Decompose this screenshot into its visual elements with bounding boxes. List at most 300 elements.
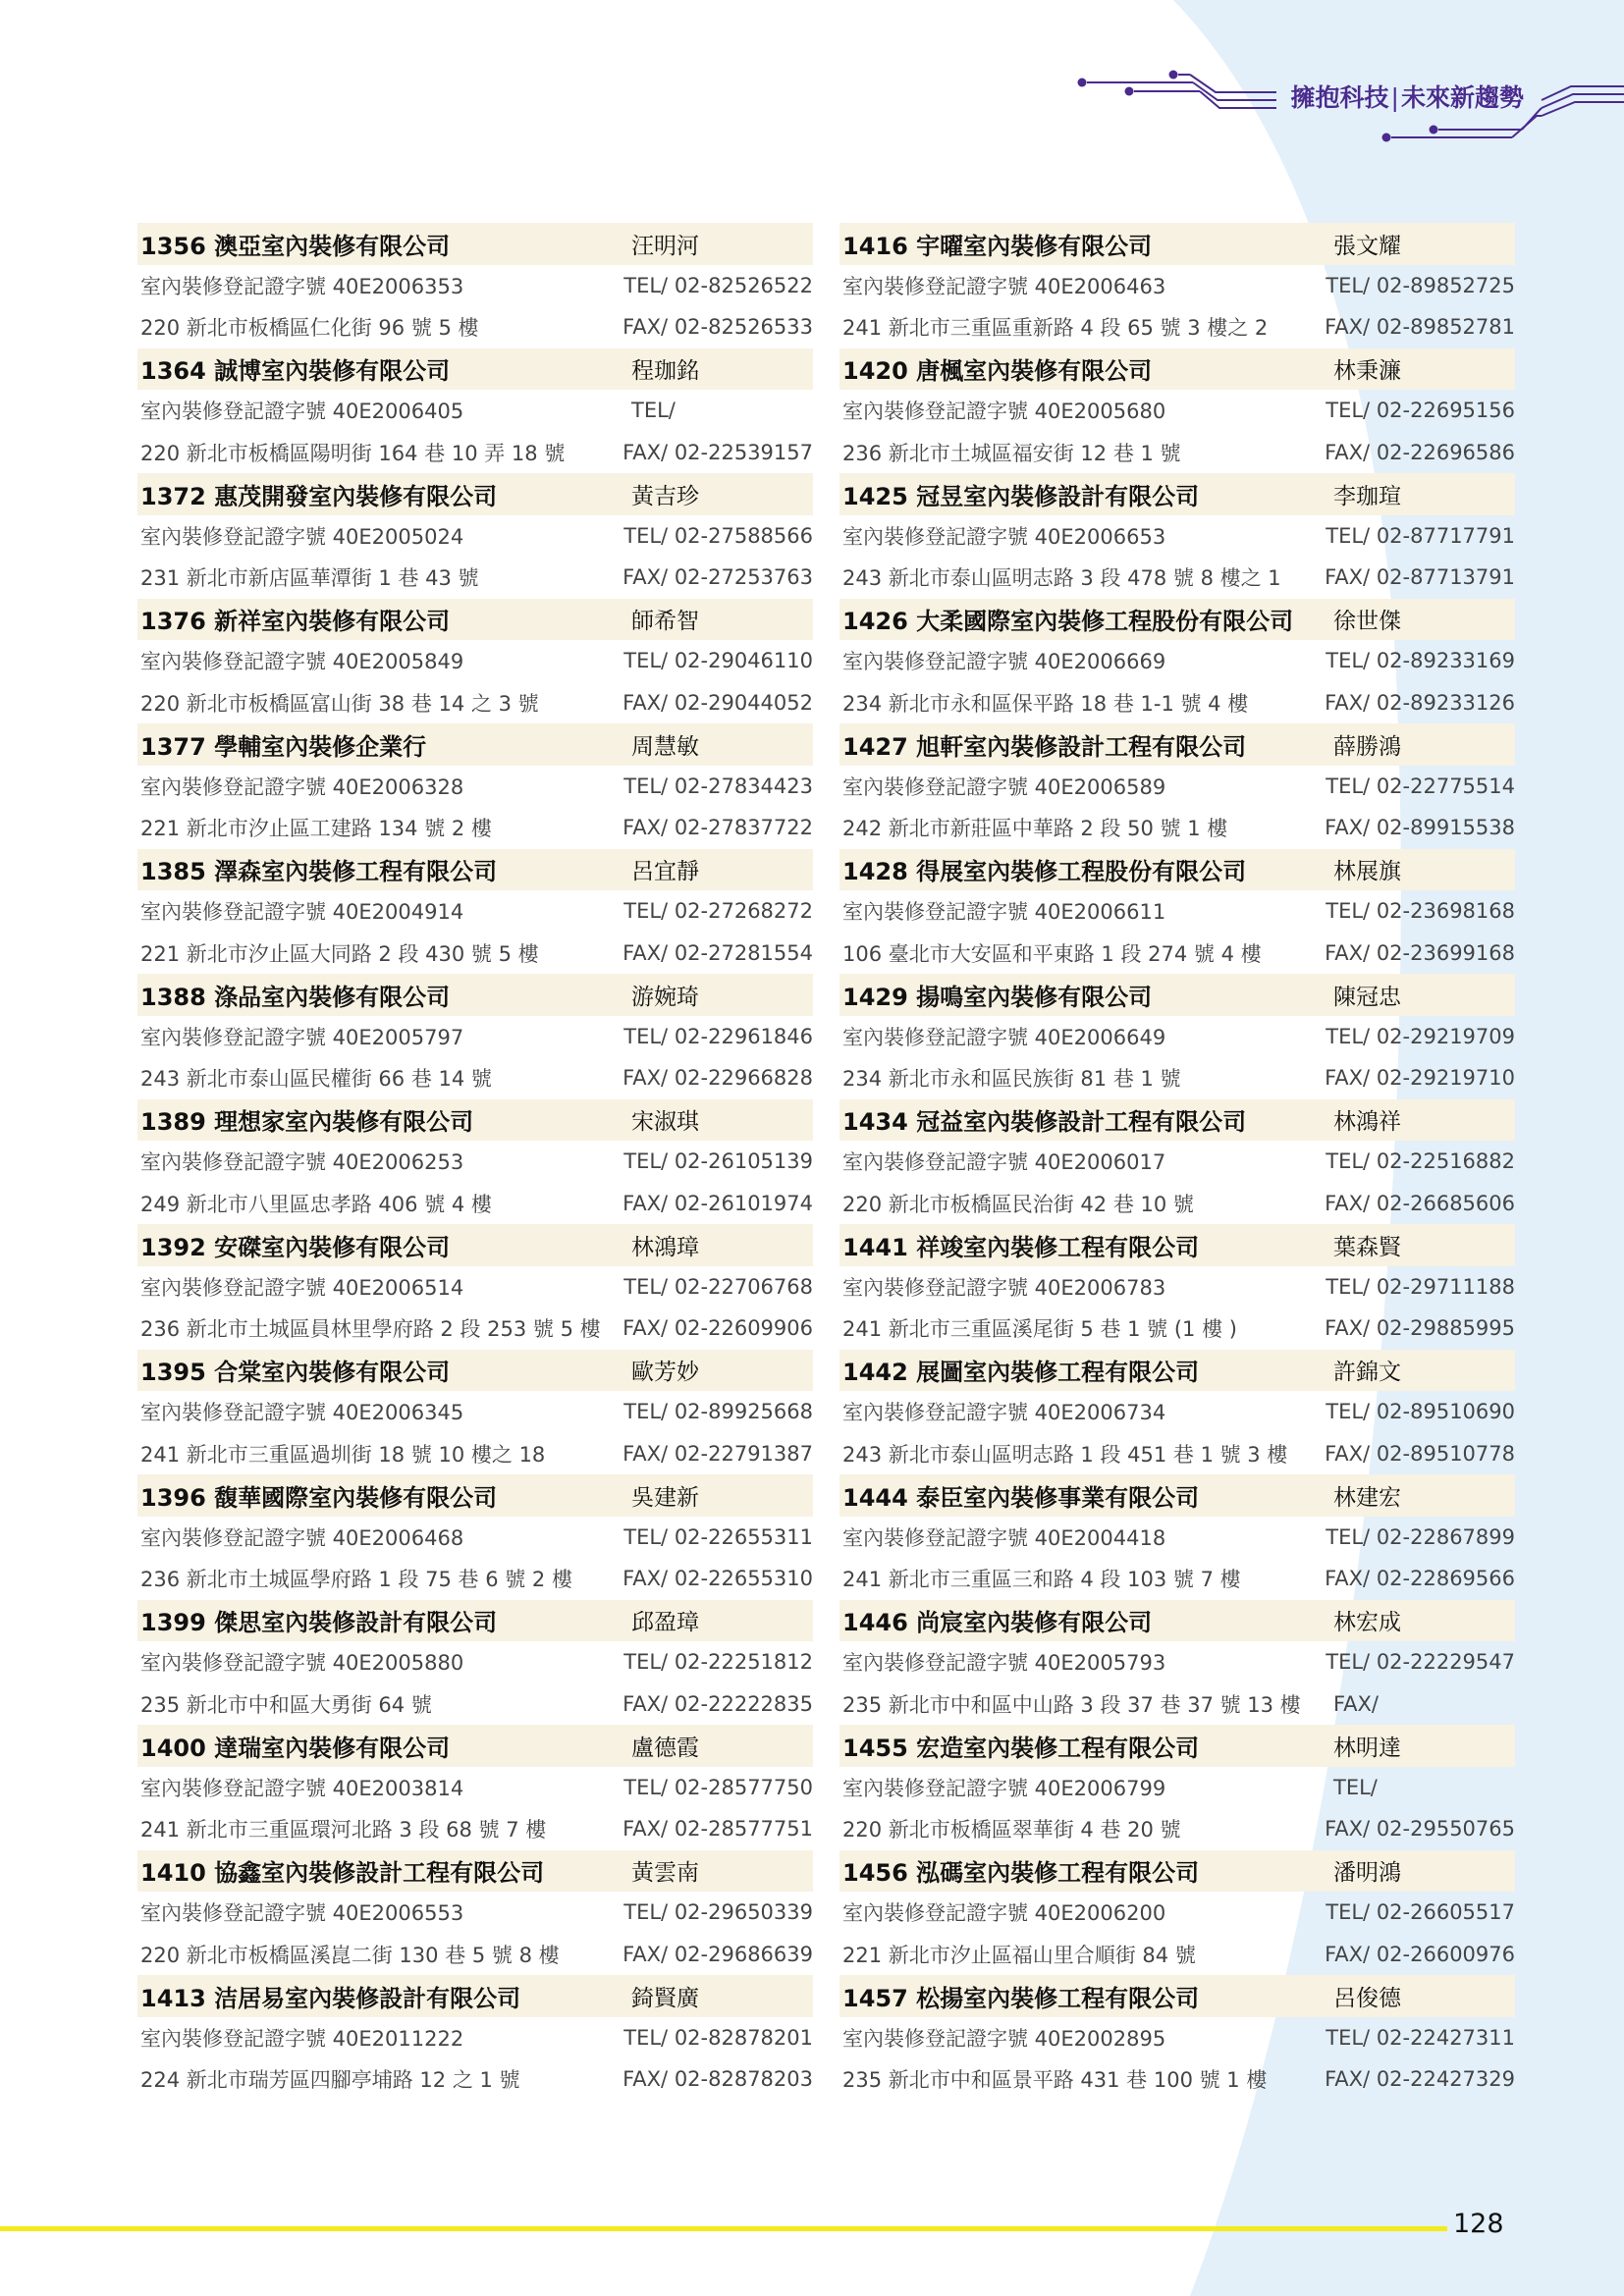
fax-field [1325, 941, 1515, 965]
registration-number: 室內裝修登記證字號 40E2005797 [140, 1025, 464, 1049]
company-address: 220 新北市板橋區陽明街 164 巷 10 弄 18 號 [140, 441, 566, 465]
company-name-row [839, 1600, 1515, 1642]
company-no-name [137, 1979, 631, 2013]
fax-value: 02-27837722 [674, 816, 813, 840]
tel-value: 02-82878201 [674, 2025, 813, 2050]
address-row [839, 807, 1515, 849]
company-name: 泰臣室內裝修事業有限公司 [916, 1483, 1200, 1512]
company-name: 協鑫室內裝修設計工程有限公司 [214, 1859, 545, 1888]
tel-value: 02-22251812 [674, 1650, 813, 1675]
fax-label: FAX/ [623, 690, 675, 715]
tel-value: 02-27588566 [674, 523, 813, 548]
tel-value: 02-22867899 [1376, 1524, 1515, 1549]
company-number: 1446 [842, 1609, 908, 1637]
company-name-row [839, 1099, 1515, 1142]
registration-number: 室內裝修登記證字號 40E2006734 [842, 1401, 1166, 1425]
fax-label: FAX/ [623, 315, 675, 340]
company-number: 1425 [842, 482, 908, 510]
fax-label: FAX/ [623, 440, 675, 464]
registration-number: 室內裝修登記證字號 40E2004914 [140, 900, 464, 925]
company-name: 澳亞室內裝修有限公司 [214, 232, 451, 260]
company-name: 唐楓室內裝修有限公司 [916, 357, 1153, 386]
company-name-row [137, 599, 813, 641]
fax-field [1325, 315, 1515, 339]
contact-person: 邱盈璋 [631, 1610, 699, 1636]
company-address: 221 新北市汐止區福山里合順街 84 號 [842, 1943, 1196, 1967]
fax-value: 02-89233126 [1376, 690, 1515, 715]
company-name-row [137, 974, 813, 1016]
company-address: 241 新北市三重區三和路 4 段 103 號 7 樓 [842, 1568, 1241, 1592]
company-no-name [839, 1478, 1333, 1513]
tel-field [623, 1650, 813, 1674]
registration-row [137, 766, 813, 808]
company-name: 宇曜室內裝修有限公司 [916, 232, 1153, 260]
company-name: 安磔室內裝修有限公司 [214, 1233, 451, 1261]
fax-field [1325, 1442, 1515, 1466]
company-number: 1396 [140, 1483, 206, 1512]
company-name-row [839, 1725, 1515, 1767]
tel-label: TEL/ [623, 273, 675, 297]
registration-row [137, 1016, 813, 1058]
registration-row [839, 1016, 1515, 1058]
company-entry [137, 1099, 813, 1225]
company-name: 澤森室內裝修工程有限公司 [214, 858, 498, 886]
fax-value: 02-29550765 [1376, 1817, 1515, 1842]
company-entry [137, 599, 813, 724]
fax-value: 02-89510778 [1376, 1441, 1515, 1466]
company-name: 揚鳴室內裝修有限公司 [916, 983, 1153, 1011]
company-number: 1455 [842, 1734, 908, 1762]
company-no-name [137, 1853, 631, 1888]
company-entry [839, 348, 1515, 474]
fax-value: 02-87713791 [1376, 565, 1515, 590]
registration-number: 室內裝修登記證字號 40E2006799 [842, 1776, 1166, 1800]
company-name: 傑思室內裝修設計有限公司 [214, 1609, 498, 1637]
company-address: 106 臺北市大安區和平東路 1 段 274 號 4 樓 [842, 941, 1262, 966]
company-address: 243 新北市泰山區明志路 3 段 478 號 8 樓之 1 [842, 566, 1281, 591]
fax-field [623, 1316, 813, 1340]
company-number: 1377 [140, 732, 206, 761]
fax-label: FAX/ [1333, 1691, 1379, 1716]
fax-value: 02-28577751 [674, 1817, 813, 1842]
company-name: 旭軒室內裝修設計工程有限公司 [916, 732, 1247, 761]
company-number: 1392 [140, 1233, 206, 1261]
fax-label: FAX/ [623, 1316, 675, 1341]
contact-person: 潘明鴻 [1333, 1860, 1401, 1887]
tel-label: TEL/ [623, 899, 675, 924]
tel-field [623, 1400, 813, 1423]
tel-label: TEL/ [623, 1400, 675, 1424]
tel-field [1326, 524, 1515, 548]
company-name-row [839, 599, 1515, 641]
fax-label: FAX/ [623, 1441, 675, 1466]
tel-value: 02-89925668 [674, 1400, 813, 1424]
company-name: 新祥室內裝修有限公司 [214, 608, 451, 636]
contact-person: 陳冠忠 [1333, 984, 1401, 1010]
company-entry [137, 1474, 813, 1600]
tel-field [623, 774, 813, 798]
registration-number: 室內裝修登記證字號 40E2006253 [140, 1150, 464, 1175]
company-no-name [839, 351, 1333, 386]
company-no-name [839, 852, 1333, 886]
company-number: 1410 [140, 1859, 206, 1888]
registration-row [137, 890, 813, 933]
address-row [839, 1308, 1515, 1350]
contact-person: 李珈瑄 [1333, 483, 1401, 509]
fax-value: 02-29219710 [1376, 1066, 1515, 1091]
fax-field [623, 1066, 813, 1090]
fax-label: FAX/ [623, 1942, 675, 1966]
company-address: 242 新北市新莊區中華路 2 段 50 號 1 樓 [842, 817, 1228, 841]
company-address: 236 新北市土城區福安街 12 巷 1 號 [842, 441, 1181, 465]
tel-field [1326, 399, 1515, 422]
company-address: 235 新北市中和區大勇街 64 號 [140, 1692, 432, 1717]
header-title-part2: 未來新趨勢 [1400, 83, 1524, 112]
tel-label: TEL/ [631, 399, 676, 423]
contact-person: 呂俊德 [1333, 1985, 1401, 2011]
tel-label: TEL/ [623, 1524, 675, 1549]
company-name-row [839, 348, 1515, 391]
registration-number: 室內裝修登記證字號 40E2006611 [842, 900, 1166, 925]
company-number: 1356 [140, 232, 206, 260]
company-no-name [137, 1102, 631, 1137]
tel-value: 02-26105139 [674, 1149, 813, 1174]
company-address: 234 新北市永和區民族街 81 巷 1 號 [842, 1067, 1181, 1092]
company-name: 誠博室內裝修有限公司 [214, 357, 451, 386]
left-directory-column [137, 223, 813, 2101]
fax-value: 02-22222835 [674, 1691, 813, 1716]
tel-label: TEL/ [623, 2025, 675, 2050]
tel-label: TEL/ [1326, 2025, 1377, 2050]
company-no-name [839, 1603, 1333, 1637]
tel-value: 02-28577750 [674, 1775, 813, 1799]
company-entry [839, 723, 1515, 849]
company-address: 243 新北市泰山區民權街 66 巷 14 號 [140, 1067, 492, 1092]
tel-value: 02-27834423 [674, 774, 813, 798]
fax-label: FAX/ [1325, 440, 1377, 464]
company-name-row [137, 723, 813, 766]
registration-number: 室內裝修登記證字號 40E2004418 [842, 1525, 1166, 1550]
tel-field [1333, 1776, 1378, 1799]
address-row [839, 1934, 1515, 1976]
company-number: 1389 [140, 1108, 206, 1137]
tel-label: TEL/ [623, 1900, 675, 1925]
company-name: 尚宸室內裝修有限公司 [916, 1609, 1153, 1637]
company-name-row [839, 849, 1515, 891]
tel-field [623, 649, 813, 672]
tel-value: 02-29650339 [674, 1900, 813, 1925]
tel-value: 02-22427311 [1376, 2025, 1515, 2050]
company-number: 1413 [140, 1984, 206, 2012]
company-number: 1364 [140, 357, 206, 386]
address-row [839, 1057, 1515, 1099]
fax-field [623, 1442, 813, 1466]
address-row [137, 1183, 813, 1225]
fax-value: 02-23699168 [1376, 940, 1515, 965]
company-entry [839, 1350, 1515, 1475]
tel-label: TEL/ [1326, 523, 1377, 548]
company-name-row [137, 473, 813, 515]
tel-value: 02-89852725 [1376, 273, 1515, 297]
company-number: 1442 [842, 1359, 908, 1387]
company-number: 1400 [140, 1734, 206, 1762]
fax-value: 02-82878203 [674, 2067, 813, 2092]
company-no-name [839, 1729, 1333, 1763]
registration-row [839, 1517, 1515, 1559]
company-number: 1420 [842, 357, 908, 386]
registration-number: 室內裝修登記證字號 40E2006669 [842, 650, 1166, 674]
tel-field [623, 1900, 813, 1924]
fax-value: 02-26600976 [1376, 1942, 1515, 1966]
company-name: 馥華國際室內裝修有限公司 [214, 1483, 498, 1512]
registration-number: 室內裝修登記證字號 40E2003814 [140, 1776, 464, 1800]
fax-field [623, 315, 813, 339]
company-no-name [839, 1353, 1333, 1387]
contact-person: 呂宜靜 [631, 859, 699, 885]
page-number: 128 [1453, 2209, 1504, 2239]
tel-label: TEL/ [1326, 899, 1377, 924]
company-name-row [839, 723, 1515, 766]
company-address: 220 新北市板橋區民治街 42 巷 10 號 [842, 1192, 1194, 1216]
address-row [137, 682, 813, 724]
registration-row [839, 390, 1515, 432]
tel-field [623, 1525, 813, 1549]
tel-label: TEL/ [623, 523, 675, 548]
tel-field [623, 899, 813, 923]
registration-number: 室內裝修登記證字號 40E2006345 [140, 1401, 464, 1425]
fax-label: FAX/ [1325, 315, 1377, 340]
contact-person: 吳建新 [631, 1484, 699, 1511]
fax-label: FAX/ [623, 2067, 675, 2092]
company-address: 221 新北市汐止區工建路 134 號 2 樓 [140, 817, 492, 841]
address-row [137, 306, 813, 348]
company-entry [839, 599, 1515, 724]
contact-person: 游婉琦 [631, 984, 699, 1010]
tel-label: TEL/ [623, 649, 675, 673]
contact-person: 黃雲南 [631, 1860, 699, 1887]
footer-rule [0, 2226, 1447, 2231]
tel-label: TEL/ [1326, 399, 1377, 423]
address-row [137, 2058, 813, 2101]
company-name-row [839, 1224, 1515, 1266]
company-number: 1399 [140, 1609, 206, 1637]
address-row [137, 557, 813, 599]
company-no-name [137, 602, 631, 636]
fax-label: FAX/ [623, 940, 675, 965]
company-entry [839, 1224, 1515, 1350]
fax-value: 02-22609906 [674, 1316, 813, 1341]
address-row [137, 1057, 813, 1099]
company-no-name [137, 727, 631, 762]
tel-label: TEL/ [1326, 1400, 1377, 1424]
company-name: 冠益室內裝修設計工程有限公司 [916, 1108, 1247, 1137]
company-entry [137, 1725, 813, 1850]
tel-label: TEL/ [1326, 649, 1377, 673]
registration-number: 室內裝修登記證字號 40E2005880 [140, 1651, 464, 1676]
company-name: 涤品室內裝修有限公司 [214, 983, 451, 1011]
tel-field [1326, 1275, 1515, 1299]
company-address: 235 新北市中和區中山路 3 段 37 巷 37 號 13 樓 [842, 1692, 1301, 1717]
fax-label: FAX/ [623, 816, 675, 840]
tel-label: TEL/ [1326, 1524, 1377, 1549]
registration-row [839, 265, 1515, 307]
tel-value: 02-27268272 [674, 899, 813, 924]
company-number: 1427 [842, 732, 908, 761]
fax-label: FAX/ [623, 1691, 675, 1716]
company-name-row [137, 1975, 813, 2017]
registration-row [137, 1641, 813, 1683]
address-row [137, 1808, 813, 1850]
address-row [137, 1558, 813, 1600]
fax-field [623, 1817, 813, 1841]
fax-label: FAX/ [1325, 1316, 1377, 1341]
tel-label: TEL/ [623, 1775, 675, 1799]
tel-label: TEL/ [623, 1274, 675, 1299]
company-entry [839, 1975, 1515, 2101]
fax-field [1325, 816, 1515, 839]
company-entry [839, 1600, 1515, 1726]
tel-label: TEL/ [623, 774, 675, 798]
company-name: 達瑞室內裝修有限公司 [214, 1734, 451, 1762]
registration-row [839, 515, 1515, 558]
registration-number: 室內裝修登記證字號 40E2006649 [842, 1025, 1166, 1049]
tel-field [1326, 1025, 1515, 1048]
fax-value: 02-27253763 [674, 565, 813, 590]
company-address: 220 新北市板橋區仁化街 96 號 5 樓 [140, 316, 479, 341]
company-address: 221 新北市汐止區大同路 2 段 430 號 5 樓 [140, 941, 539, 966]
fax-field [1325, 1192, 1515, 1215]
fax-field [1325, 1316, 1515, 1340]
company-name-row [137, 849, 813, 891]
contact-person: 林明達 [1333, 1735, 1401, 1761]
registration-number: 室內裝修登記證字號 40E2006328 [140, 774, 464, 799]
fax-label: FAX/ [1325, 1567, 1377, 1591]
company-entry [839, 1850, 1515, 1976]
registration-number: 室內裝修登記證字號 40E2006463 [842, 274, 1166, 298]
contact-person: 林鴻祥 [1333, 1109, 1401, 1136]
company-name-row [137, 1600, 813, 1642]
company-number: 1395 [140, 1359, 206, 1387]
tel-label: TEL/ [1333, 1775, 1378, 1799]
fax-field [1325, 2067, 1515, 2091]
fax-label: FAX/ [1325, 1441, 1377, 1466]
registration-number: 室內裝修登記證字號 40E2006200 [842, 1901, 1166, 1926]
fax-label: FAX/ [623, 565, 675, 590]
address-row [137, 1683, 813, 1726]
address-row [137, 1433, 813, 1475]
registration-row [839, 640, 1515, 682]
company-name-row [137, 1350, 813, 1392]
company-name-row [137, 348, 813, 391]
fax-value: 02-89852781 [1376, 315, 1515, 340]
company-no-name [137, 351, 631, 386]
contact-person: 師希智 [631, 609, 699, 635]
company-name-row [839, 473, 1515, 515]
registration-row [137, 515, 813, 558]
address-row [839, 306, 1515, 348]
company-address: 234 新北市永和區保平路 18 巷 1-1 號 4 樓 [842, 691, 1249, 716]
fax-value: 02-29885995 [1376, 1316, 1515, 1341]
tel-label: TEL/ [1326, 1024, 1377, 1048]
address-row [137, 1934, 813, 1976]
contact-person: 林建宏 [1333, 1484, 1401, 1511]
company-no-name [839, 1228, 1333, 1262]
company-name: 大柔國際室內裝修工程股份有限公司 [916, 608, 1294, 636]
company-no-name [839, 727, 1333, 762]
tel-label: TEL/ [623, 1650, 675, 1675]
company-number: 1457 [842, 1984, 908, 2012]
company-entry [839, 849, 1515, 975]
fax-value: 02-22696586 [1376, 440, 1515, 464]
address-row [137, 933, 813, 975]
tel-field [1326, 1650, 1515, 1674]
tel-label: TEL/ [623, 1024, 675, 1048]
company-no-name [137, 1729, 631, 1763]
tel-field [1326, 899, 1515, 923]
fax-field [1333, 1692, 1379, 1716]
tel-field [1326, 1525, 1515, 1549]
tel-value: 02-22655311 [674, 1524, 813, 1549]
company-address: 236 新北市土城區學府路 1 段 75 巷 6 號 2 樓 [140, 1568, 572, 1592]
registration-row [137, 1391, 813, 1433]
tel-value: 02-89233169 [1376, 649, 1515, 673]
registration-row [137, 1266, 813, 1308]
company-name-row [839, 1975, 1515, 2017]
registration-row [137, 1141, 813, 1183]
contact-person: 林鴻璋 [631, 1234, 699, 1260]
fax-field [1325, 691, 1515, 715]
company-name-row [137, 1224, 813, 1266]
registration-number: 室內裝修登記證字號 40E2005849 [140, 650, 464, 674]
fax-field [1325, 1943, 1515, 1966]
company-address: 241 新北市三重區溪尾街 5 巷 1 號 (1 樓 ) [842, 1317, 1237, 1342]
tel-label: TEL/ [1326, 1900, 1377, 1925]
company-name: 合棠室內裝修有限公司 [214, 1359, 451, 1387]
company-address: 220 新北市板橋區富山街 38 巷 14 之 3 號 [140, 691, 539, 716]
company-entry [137, 849, 813, 975]
fax-value: 02-82526533 [674, 315, 813, 340]
fax-field [623, 1567, 813, 1590]
registration-row [839, 766, 1515, 808]
fax-label: FAX/ [1325, 1817, 1377, 1842]
registration-number: 室內裝修登記證字號 40E2006468 [140, 1525, 464, 1550]
fax-field [623, 565, 813, 589]
company-name: 冠昱室內裝修設計有限公司 [916, 482, 1200, 510]
fax-label: FAX/ [1325, 2067, 1377, 2092]
company-address: 243 新北市泰山區明志路 1 段 451 巷 1 號 3 樓 [842, 1442, 1288, 1467]
tel-value: 02-22706768 [674, 1274, 813, 1299]
company-name-row [137, 1725, 813, 1767]
tel-field [1326, 774, 1515, 798]
fax-label: FAX/ [623, 1066, 675, 1091]
tel-field [623, 1025, 813, 1048]
company-entry [137, 348, 813, 474]
registration-number: 室內裝修登記證字號 40E2006017 [842, 1150, 1166, 1175]
registration-row [839, 1266, 1515, 1308]
company-entry [137, 1975, 813, 2101]
contact-person: 林展旗 [1333, 859, 1401, 885]
company-no-name [137, 1353, 631, 1387]
company-no-name [839, 1979, 1333, 2013]
fax-value: 02-22966828 [674, 1066, 813, 1091]
tel-label: TEL/ [1326, 1274, 1377, 1299]
company-name: 泓碼室內裝修工程有限公司 [916, 1859, 1200, 1888]
address-row [839, 432, 1515, 474]
fax-field [1325, 1817, 1515, 1841]
address-row [839, 2058, 1515, 2101]
company-entry [839, 223, 1515, 348]
company-no-name [137, 1603, 631, 1637]
